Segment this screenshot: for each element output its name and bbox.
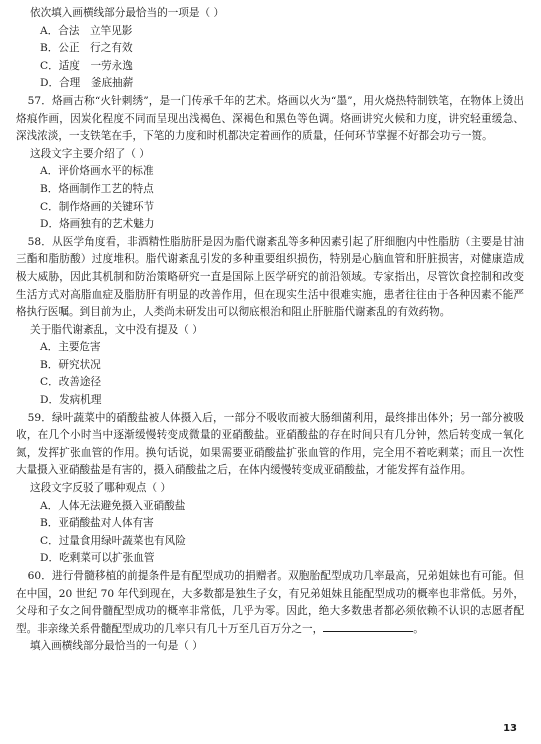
q58-stem: 关于脂代谢紊乱，文中没有提及（ ） (30, 323, 203, 336)
q60-passage (16, 568, 524, 638)
q57-option-b: B．烙画制作工艺的特点 (40, 182, 154, 195)
q59-option-a: A．人体无法避免摄入亚硝酸盐 (40, 499, 186, 512)
q59-stem: 这段文字反驳了哪种观点（ ） (30, 482, 172, 495)
q56-option-d: D．合理 釜底抽薪 (40, 77, 134, 90)
exam-page (16, 5, 524, 656)
q56-option-c: C．适度 一劳永逸 (40, 59, 133, 72)
q57-option-a: A．评价烙画水平的标准 (40, 165, 154, 178)
q57-option-c: C．制作烙画的关键环节 (40, 200, 155, 213)
q57-option-d: D．烙画独有的艺术魅力 (40, 218, 155, 231)
q60-passage-end: 。 (413, 622, 424, 635)
q60-passage-text: 60．进行骨髓移植的前提条件是有配型成功的捐赠者。双胞胎配型成功几率最高，兄弟姐妹也有可能。但在中国，20 世纪 70 年代到现在，大多数都是独生子女，有兄弟姐妹且能配型成功的概率也非常低。另外，父母和子女之间骨髓配型成功的概率非常低，几乎为零。因此，绝大多数患者都必须依赖不认识的志愿者配型。非亲缘关系骨髓配型成功的几率只有几十万至几百万分之一， (16, 570, 524, 635)
q58-option-b: B．研究状况 (40, 358, 101, 371)
q57-passage: 57．烙画古称“火针刺绣”，是一门传承千年的艺术。烙画以火为“墨”，用火烧热特制铁笔，在物体上烫出烙痕作画，因炭化程度不同而呈现出浅褐色、深褐色和黑色等色调。烙画讲究火候和力度，讲究轻重缓急、深浅浓淡，一支铁笔在手，下笔的力度和时机都决定着画作的质量，任何环节掌握不好都会功亏一篑。 (16, 94, 524, 143)
q60-stem: 填入画横线部分最恰当的一句是（ ） (30, 640, 203, 653)
q58-option-d: D．发病机理 (40, 394, 102, 407)
q56-option-b: B．公正 行之有效 (40, 42, 133, 55)
q58-option-a: A．主要危害 (40, 341, 101, 354)
q56-stem: 依次填入画横线部分最恰当的一项是（ ） (30, 7, 225, 19)
q56-option-a: A．合法 立竿见影 (40, 24, 133, 37)
q59-option-d: D．吃剩菜可以扩张血管 (40, 552, 155, 565)
q58-passage: 58．从医学角度看，非酒精性脂肪肝是因为脂代谢紊乱等多种因素引起了肝细胞内中性脂肪（主要是甘油三酯和脂肪酸）过度堆积。脂代谢紊乱引发的多种重要组织损伤，特别是心脑血管和肝脏损害，对健康造成极大威胁，因此其机制和防治策略研究一直是国际上医学研究的前沿领域。专家指出，尽管饮食控制和改变生活方式对高脂血症及脂肪肝有明显的改善作用，但在现实生活中很难实施，患者往往由于各种因素不能严格执行医嘱。到目前为止，人类尚未研发出可以彻底根治和阻止肝脏脂代谢紊乱的有效药物。 (16, 235, 524, 319)
page-number: 13 (503, 723, 517, 734)
q58-option-c: C．改善途径 (40, 376, 102, 389)
q57-stem: 这段文字主要介绍了（ ） (30, 147, 150, 160)
q59-passage: 59．绿叶蔬菜中的硝酸盐被人体摄入后，一部分不吸收而被大肠细菌利用，最终排出体外；另一部分被吸收，在几个小时当中逐渐缓慢转变成微量的亚硝酸盐。亚硝酸盐的存在时间只有几分钟，然后转变成一氧化氮，发挥扩张血管的作用。换句话说，如果需要亚硝酸盐扩张血管的作用，完全用不着吃剩菜；而且一次性大量摄入亚硝酸盐是有害的，摄入硝酸盐之后，在体内缓慢转变成亚硝酸盐，才能发挥有益作用。 (16, 411, 524, 477)
q59-option-b: B．亚硝酸盐对人体有害 (40, 517, 154, 530)
q59-option-c: C．过量食用绿叶蔬菜也有风险 (40, 534, 186, 547)
fill-in-blank-line (323, 621, 413, 632)
